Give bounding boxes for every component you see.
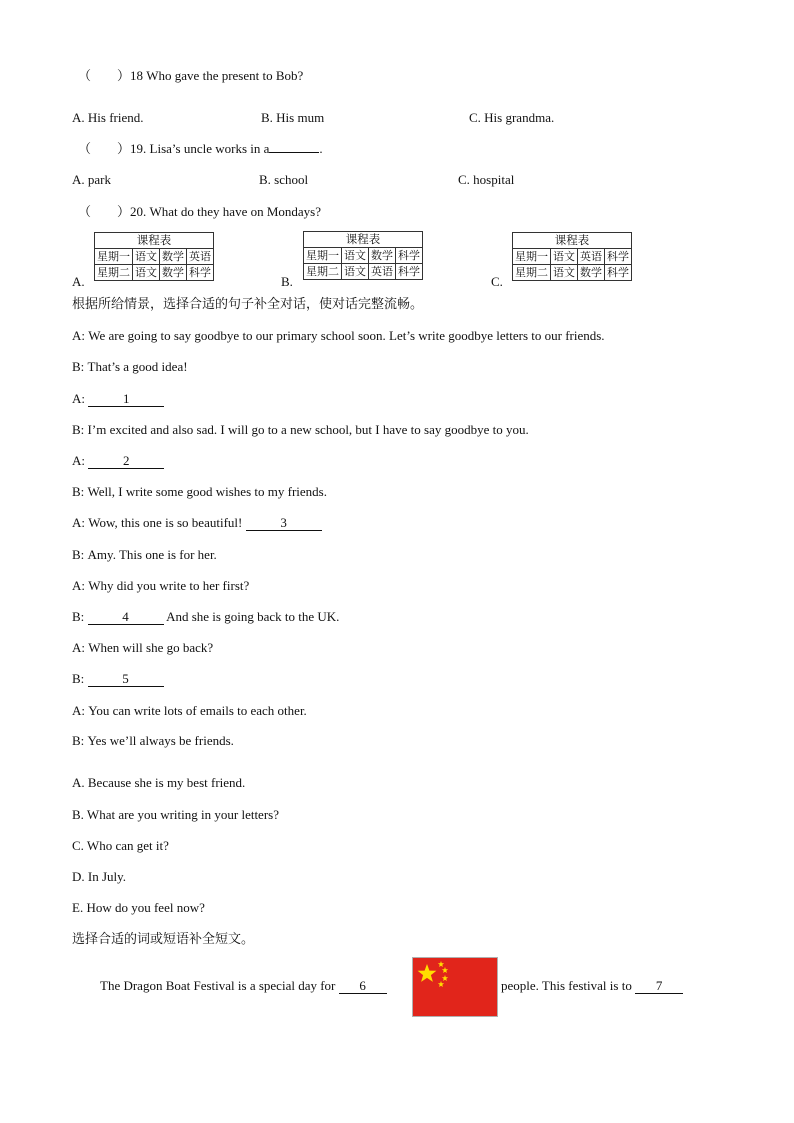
question-stem: 18 Who gave the present to Bob?	[130, 68, 304, 83]
question-stem: 20. What do they have on Mondays?	[130, 204, 321, 219]
table-row: 星期二 语文 英语 科学	[304, 264, 423, 280]
q19-line: （ ）19. Lisa’s uncle works in a .	[78, 141, 323, 156]
table-title: 课程表	[513, 233, 632, 249]
table-title: 课程表	[95, 233, 214, 249]
dialogue-line: B: 4 And she is going back to the UK.	[72, 609, 340, 624]
fill-blank[interactable]: 5	[88, 672, 164, 687]
fill-blank[interactable]: 1	[88, 392, 164, 407]
fill-blank[interactable]	[269, 152, 319, 153]
dialogue-line: B: 5	[72, 671, 164, 687]
q18-option-c: C. His grandma.	[469, 110, 555, 125]
table-row: 星期一 语文 英语 科学	[513, 249, 632, 265]
q19-option-b: B. school	[259, 172, 309, 187]
fill-blank[interactable]: 3	[246, 516, 322, 531]
dialogue-line: A: Why did you write to her first?	[72, 578, 250, 593]
q20-line	[78, 204, 321, 220]
answer-paren[interactable]: （ ）	[78, 141, 131, 156]
schedule-table-b	[303, 231, 423, 280]
schedule-table-a	[94, 232, 214, 281]
dialogue-line: B: I’m excited and also sad. I will go to a new school, but I have to say goodbye to you.	[72, 422, 529, 437]
fill-blank[interactable]: 2	[88, 454, 164, 469]
dialogue-line: A: Wow, this one is so beautiful! 3	[72, 515, 322, 531]
q19-option-a: A. park	[72, 172, 111, 187]
dialogue-line: B: Well, I write some good wishes to my friends.	[72, 484, 327, 499]
table-row: 星期一 语文 数学 英语	[95, 249, 214, 265]
answer-paren[interactable]: （ ）	[78, 204, 131, 219]
section-instruction-passage: 选择合适的词或短语补全短文。	[72, 932, 255, 947]
table-row: 星期一 语文 数学 科学	[304, 248, 423, 264]
dialogue-line: A: 1	[72, 391, 164, 407]
choice-e: E. How do you feel now?	[72, 900, 205, 915]
dialogue-line: A: We are going to say goodbye to our primary school soon. Let’s write goodbye letters to our friends.	[72, 328, 605, 343]
section-instruction-dialogue: 根据所给情景，选择合适的句子补全对话，使对话完整流畅。	[72, 297, 424, 312]
table-row: 星期二 语文 数学 科学	[95, 265, 214, 281]
dialogue-line: A: 2	[72, 453, 164, 469]
dialogue-line: B: Amy. This one is for her.	[72, 547, 217, 562]
q20-option-a-letter: A.	[72, 274, 85, 289]
dialogue-line: B: That’s a good idea!	[72, 359, 188, 374]
dialogue-line: B: Yes we’ll always be friends.	[72, 733, 234, 748]
passage-line-part1: The Dragon Boat Festival is a special day for 6	[100, 978, 387, 994]
answer-paren[interactable]: （ ）	[78, 68, 131, 83]
q19-option-c: C. hospital	[458, 172, 515, 187]
fill-blank[interactable]: 4	[88, 610, 164, 625]
choice-d: D. In July.	[72, 869, 127, 884]
q18-option-b: B. His mum	[261, 110, 325, 125]
dialogue-line: A: You can write lots of emails to each other.	[72, 703, 307, 718]
q18-option-a: A. His friend.	[72, 110, 144, 125]
fill-blank-6[interactable]: 6	[339, 979, 387, 994]
table-row: 星期二 语文 数学 科学	[513, 265, 632, 281]
q18-line	[78, 68, 303, 84]
schedule-table-c	[512, 232, 632, 281]
china-flag-image	[412, 957, 498, 1017]
choice-b: B. What are you writing in your letters?	[72, 807, 279, 822]
choice-c: C. Who can get it?	[72, 838, 169, 853]
star-icon	[413, 958, 497, 1016]
choice-a: A. Because she is my best friend.	[72, 775, 246, 790]
fill-blank-7[interactable]: 7	[635, 979, 683, 994]
q20-option-b-letter: B.	[281, 274, 293, 289]
q20-option-c-letter: C.	[491, 274, 503, 289]
dialogue-line: A: When will she go back?	[72, 640, 214, 655]
question-stem: 19. Lisa’s uncle works in a	[130, 141, 270, 156]
table-title: 课程表	[304, 232, 423, 248]
passage-line-part2: people. This festival is to 7	[501, 978, 683, 994]
